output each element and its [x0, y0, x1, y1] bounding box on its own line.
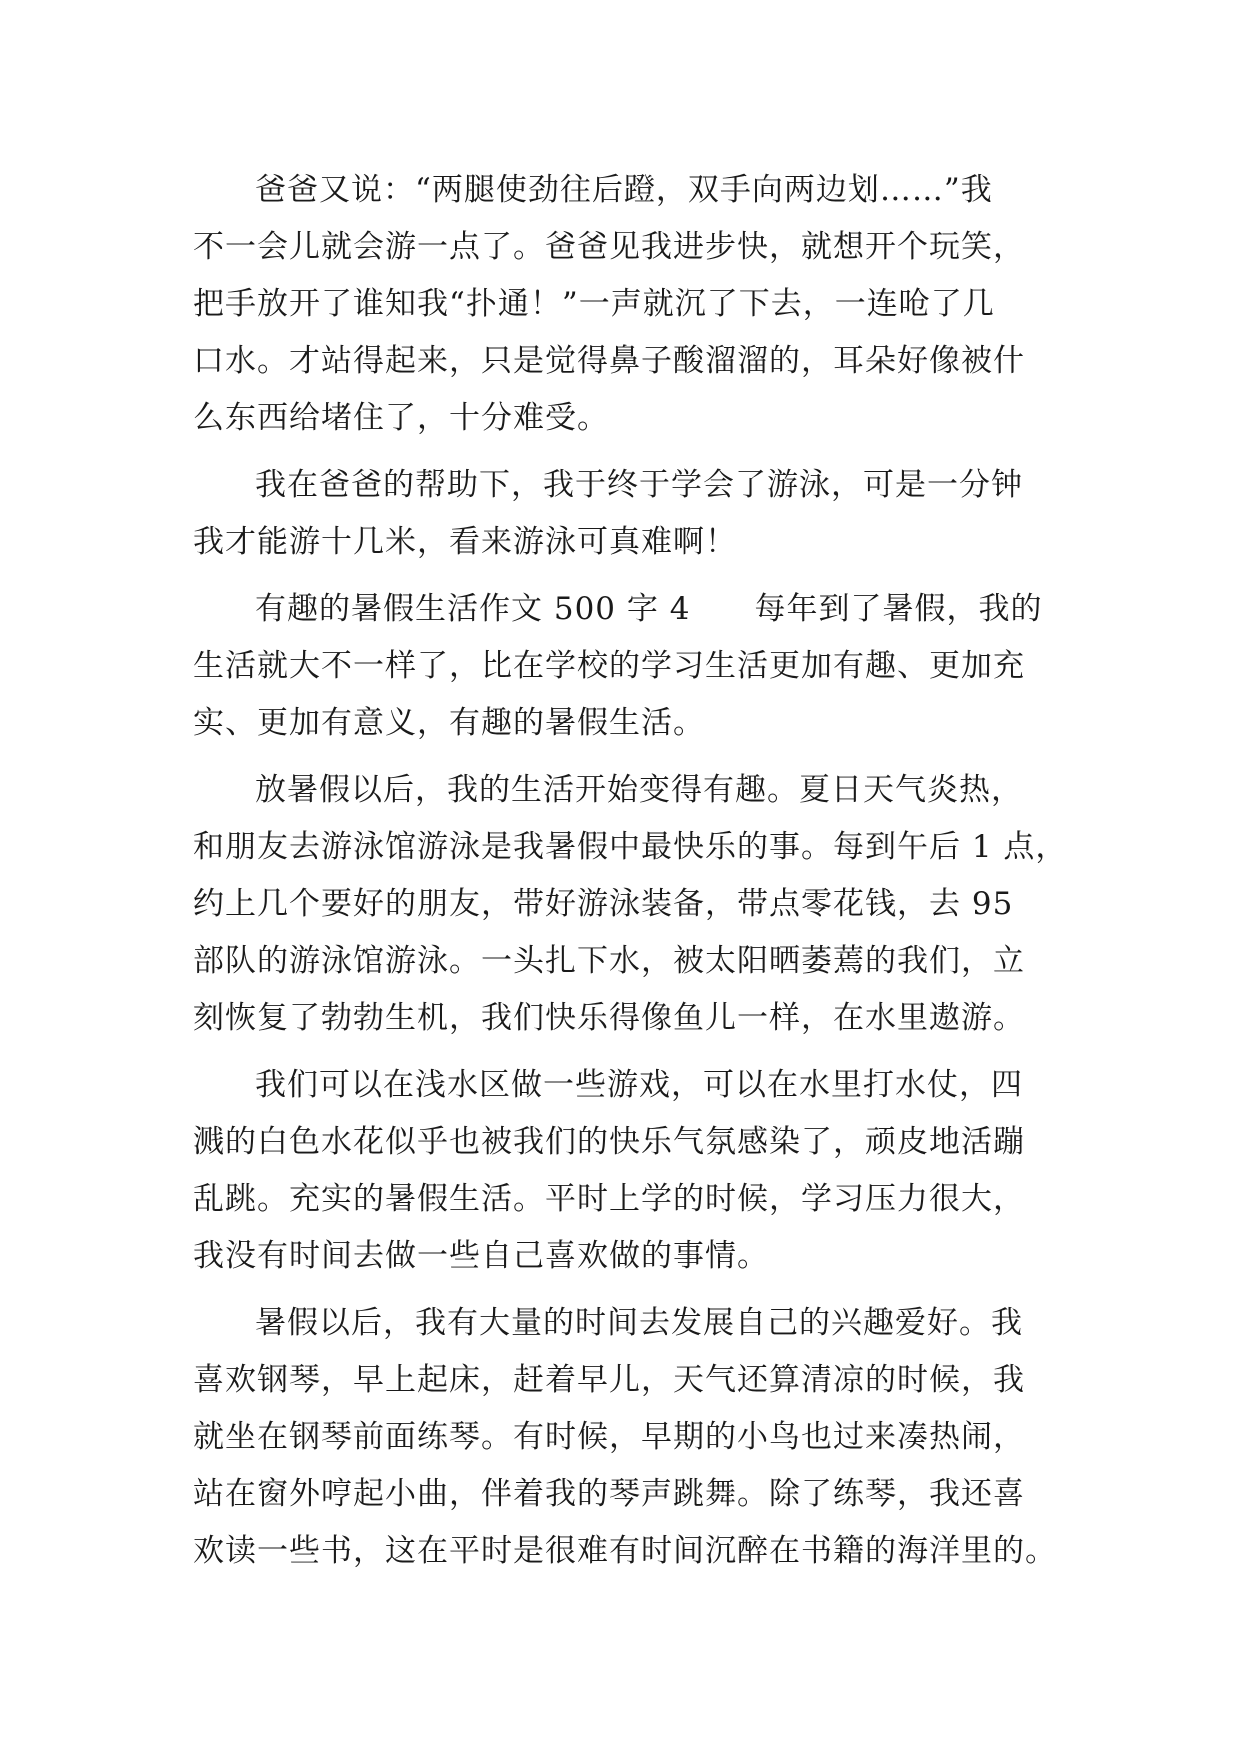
paragraph-4	[193, 762, 1073, 1047]
text-line: 部队的游泳馆游泳。一头扎下水，被太阳晒萎蔫的我们，立	[193, 943, 1025, 979]
text-line: 我在爸爸的帮助下，我于终于学会了游泳，可是一分钟	[255, 467, 1023, 503]
text-line: 实、更加有意义，有趣的暑假生活。	[193, 705, 705, 741]
text-line: 我才能游十几米，看来游泳可真难啊！	[193, 524, 737, 560]
paragraph-2	[193, 457, 1073, 571]
text-line: 喜欢钢琴，早上起床，赶着早儿，天气还算清凉的时候，我	[193, 1362, 1025, 1398]
text-line: 口水。才站得起来，只是觉得鼻子酸溜溜的，耳朵好像被什	[193, 343, 1025, 379]
text-line: 生活就大不一样了，比在学校的学习生活更加有趣、更加充	[193, 648, 1025, 684]
text-line: 溅的白色水花似乎也被我们的快乐气氛感染了，顽皮地活蹦	[193, 1124, 1025, 1160]
text-line: 欢读一些书，这在平时是很难有时间沉醉在书籍的海洋里的。	[193, 1533, 1057, 1569]
paragraph-5	[193, 1057, 1073, 1285]
paragraph-6	[193, 1295, 1073, 1580]
paragraph-1	[193, 162, 1073, 447]
text-line: 不一会儿就会游一点了。爸爸见我进步快，就想开个玩笑，	[193, 229, 1025, 265]
text-line: 刻恢复了勃勃生机，我们快乐得像鱼儿一样，在水里遨游。	[193, 1000, 1025, 1036]
text-line: 和朋友去游泳馆游泳是我暑假中最快乐的事。每到午后 1 点，	[193, 829, 1068, 865]
text-line: 乱跳。充实的暑假生活。平时上学的时候，学习压力很大，	[193, 1181, 1025, 1217]
text-line: 么东西给堵住了，十分难受。	[193, 400, 609, 436]
text-line: 我没有时间去做一些自己喜欢做的事情。	[193, 1238, 769, 1274]
text-line: 站在窗外哼起小曲，伴着我的琴声跳舞。除了练琴，我还喜	[193, 1476, 1025, 1512]
paragraph-3	[193, 581, 1073, 752]
text-line: 有趣的暑假生活作文 500 字 4 每年到了暑假，我的	[255, 591, 1043, 627]
text-line: 就坐在钢琴前面练琴。有时候，早期的小鸟也过来凑热闹，	[193, 1419, 1025, 1455]
text-line: 放暑假以后，我的生活开始变得有趣。夏日天气炎热，	[255, 772, 1023, 808]
text-line: 暑假以后，我有大量的时间去发展自己的兴趣爱好。我	[255, 1305, 1023, 1341]
text-line: 爸爸又说：“两腿使劲往后蹬，双手向两边划……”我	[255, 172, 993, 208]
text-line: 约上几个要好的朋友，带好游泳装备，带点零花钱，去 95	[193, 886, 1014, 922]
text-line: 我们可以在浅水区做一些游戏，可以在水里打水仗，四	[255, 1067, 1023, 1103]
body-text	[193, 162, 1073, 1590]
text-line: 把手放开了谁知我“扑通！”一声就沉了下去，一连呛了几	[193, 286, 995, 322]
